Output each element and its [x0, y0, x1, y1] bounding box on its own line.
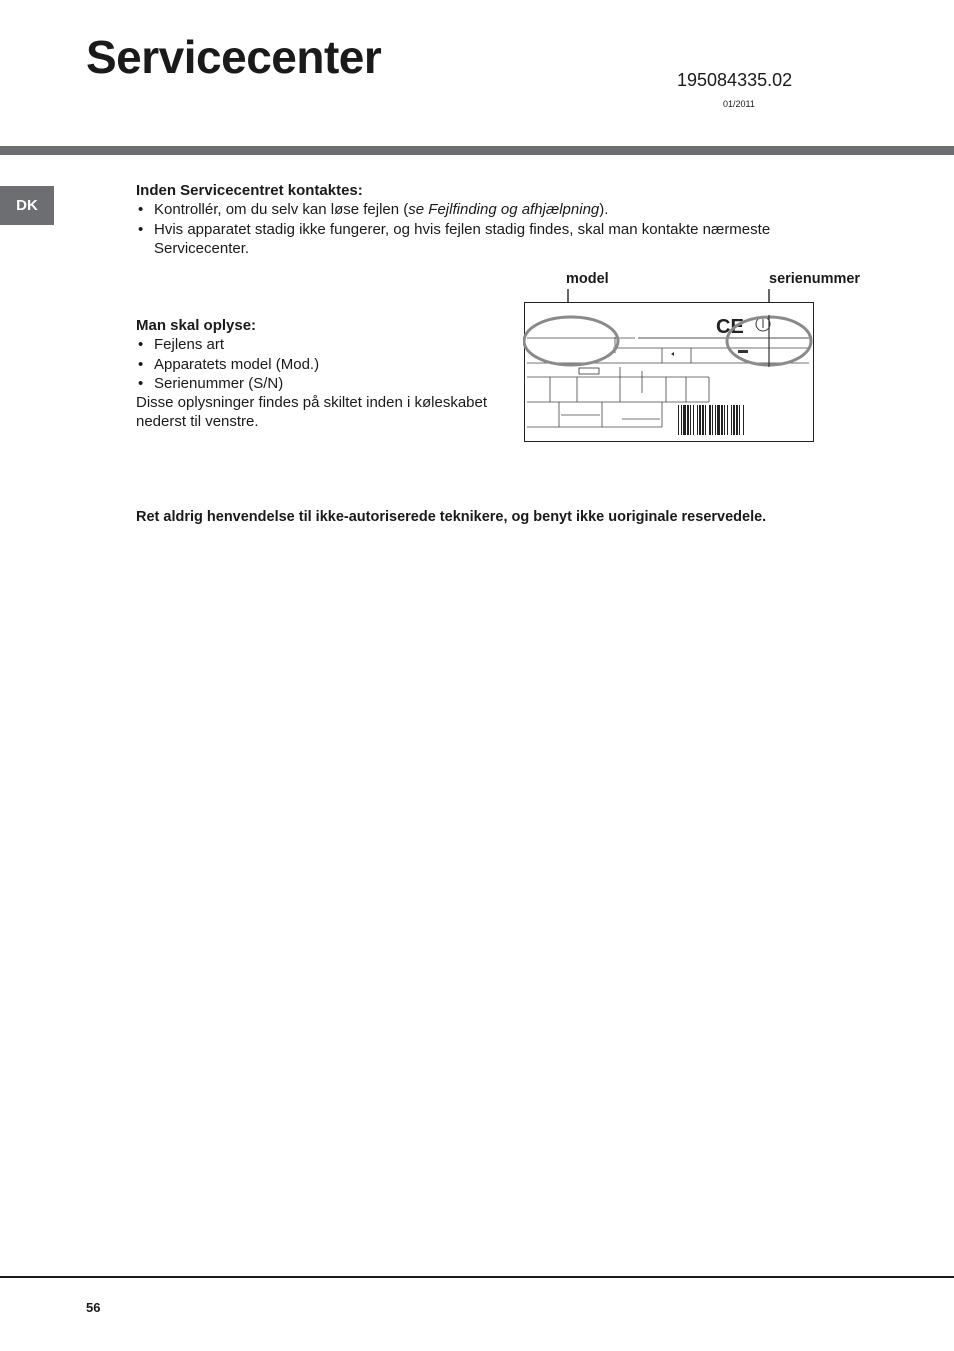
footer-rule [0, 1276, 954, 1278]
bullet-icon: • [138, 336, 144, 354]
list-item [136, 220, 826, 259]
bullet-icon: • [138, 355, 144, 373]
list-item [136, 335, 516, 354]
language-tab: DK [0, 186, 54, 225]
bullet-icon: • [138, 201, 144, 219]
list-item-text: Apparatets model (Mod.) [154, 355, 320, 373]
page-number: 56 [86, 1300, 101, 1315]
before-contact-section [136, 181, 826, 258]
plate-location-note-line2: nederst til venstre. [136, 413, 259, 431]
document-number: 195084335.02 [677, 70, 793, 90]
barcode-graphic [678, 405, 744, 435]
must-state-heading: Man skal oplyse: [136, 317, 257, 334]
bullet-icon: • [138, 374, 144, 392]
list-item [136, 355, 516, 374]
must-state-section [136, 316, 516, 432]
header-rule [0, 146, 954, 155]
list-item [136, 374, 516, 393]
rating-plate-illustration [523, 289, 819, 447]
contact-text-line1: Hvis apparatet stadig ikke fungerer, og hvis fejlen stadig findes, skal man kontakte nærmeste [154, 220, 771, 238]
serial-number-label: serienummer [769, 271, 861, 287]
svg-text:CE: CE [716, 316, 744, 338]
bullet-icon: • [138, 220, 144, 238]
list-item-text: Serienummer (S/N) [154, 374, 284, 392]
model-label: model [566, 271, 609, 287]
warning-text: Ret aldrig henvendelse til ikke-autoriserede teknikere, og benyt ikke uoriginale reservedele. [136, 509, 767, 525]
before-contact-heading: Inden Servicecentret kontaktes: [136, 182, 363, 199]
list-item [136, 200, 826, 219]
check-text-end: ). [599, 201, 609, 219]
list-item-text: Fejlens art [154, 336, 225, 354]
troubleshooting-reference: se Fejlfinding og afhjælpning [408, 201, 600, 219]
contact-text-line2: Servicecenter. [154, 239, 250, 257]
document-date: 01/2011 [723, 99, 755, 109]
page-title: Servicecenter [86, 31, 382, 83]
plate-location-note-line1: Disse oplysninger findes på skiltet inden i køleskabet [136, 394, 488, 412]
check-text: Kontrollér, om du selv kan løse fejlen ( [154, 201, 409, 219]
